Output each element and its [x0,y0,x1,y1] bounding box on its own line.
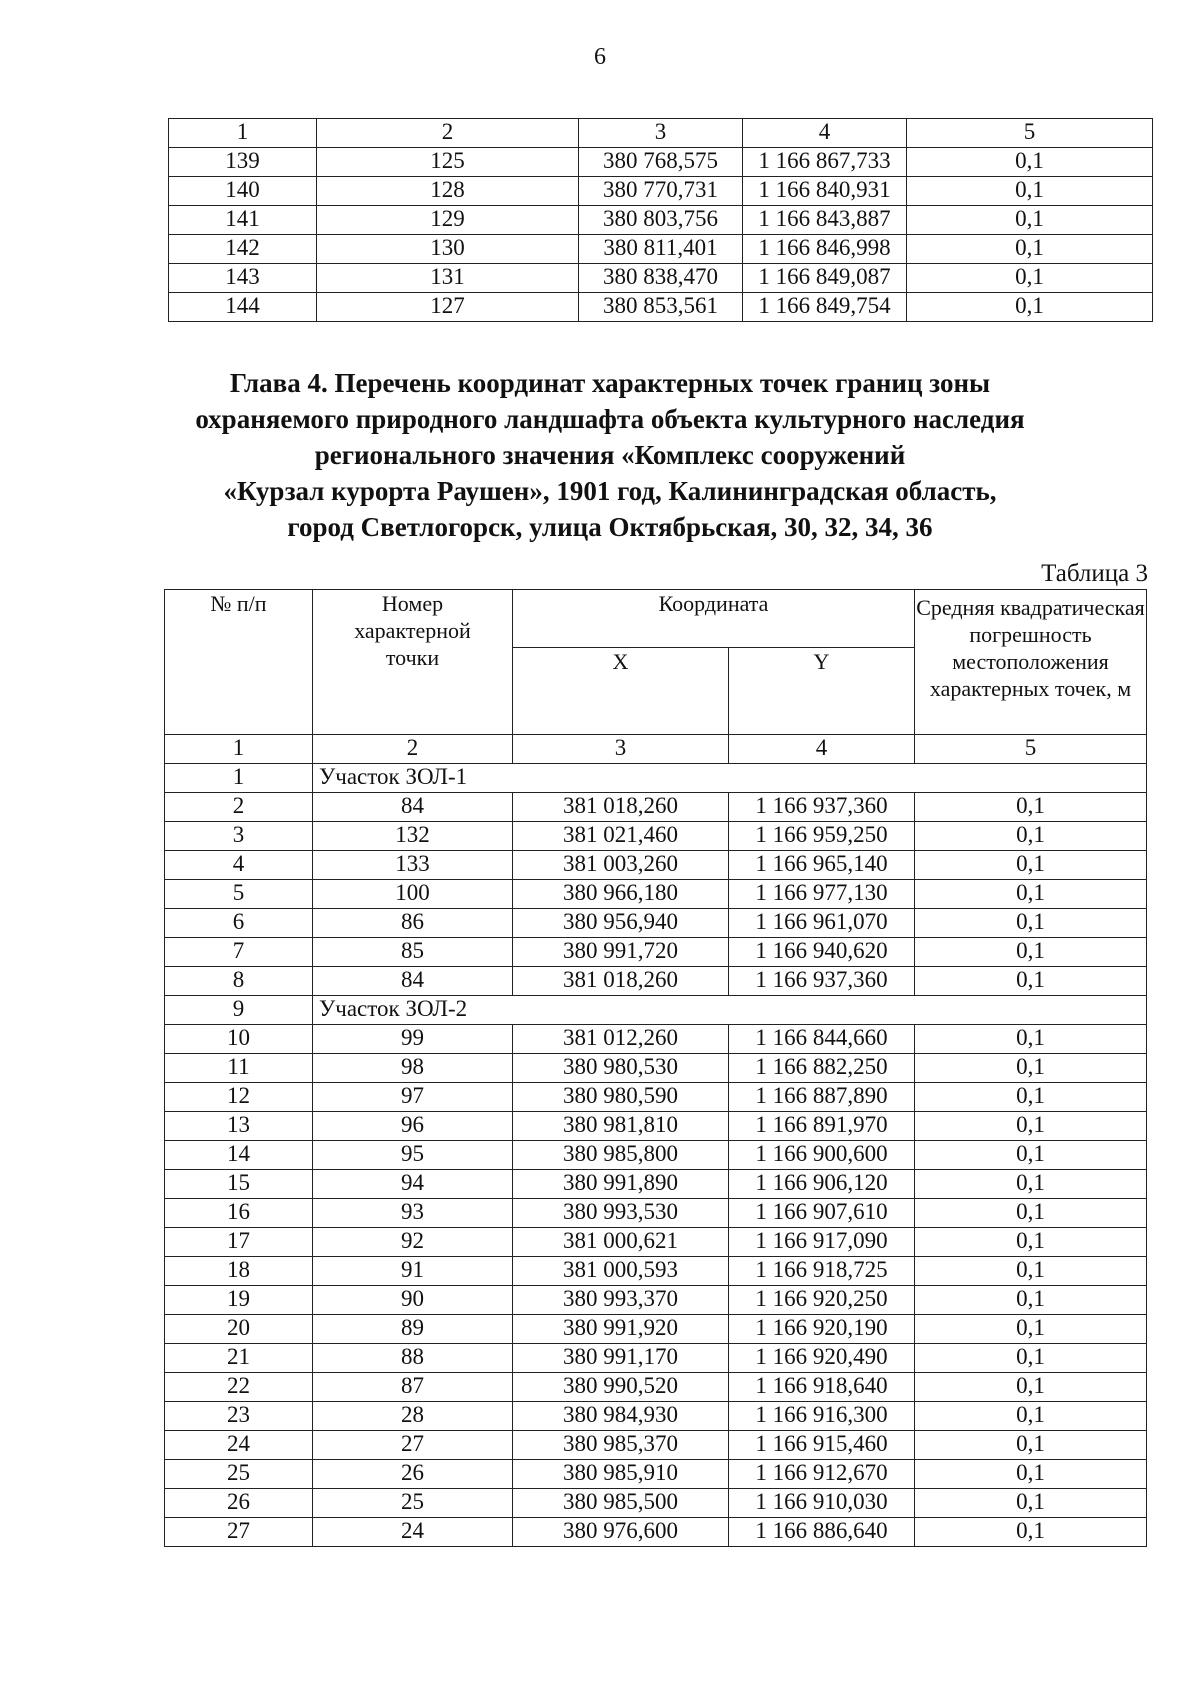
cell-x: 381 012,260 [513,1025,729,1054]
cell-num: 7 [165,938,313,967]
cell-error: 0,1 [915,909,1147,938]
cell-y: 1 166 844,660 [729,1025,915,1054]
cell-error: 0,1 [915,1025,1147,1054]
table-row [165,1054,1147,1083]
table-row [165,1170,1147,1199]
cell-x: 380 993,370 [513,1286,729,1315]
cell-error: 0,1 [907,177,1153,206]
cell-y: 1 166 918,725 [729,1257,915,1286]
cell-error: 0,1 [915,1083,1147,1112]
cell-error: 0,1 [907,293,1153,322]
cell-error: 0,1 [907,235,1153,264]
cell-num: 142 [169,235,317,264]
table-row [165,938,1147,967]
cell-num: 19 [165,1286,313,1315]
column-number-cell: 2 [313,735,513,764]
cell-num: 6 [165,909,313,938]
cell-num: 11 [165,1054,313,1083]
cell-error: 0,1 [915,938,1147,967]
table-row [165,1025,1147,1054]
table-row [165,1518,1147,1547]
column-number-cell: 3 [513,735,729,764]
cell-point: 100 [313,880,513,909]
cell-num: 16 [165,1199,313,1228]
cell-error: 0,1 [907,264,1153,293]
cell-y: 1 166 843,887 [743,206,907,235]
cell-error: 0,1 [915,880,1147,909]
cell-num: 4 [165,851,313,880]
cell-error: 0,1 [915,967,1147,996]
cell-error: 0,1 [915,1402,1147,1431]
column-number-row [169,119,1153,148]
table-row [165,1141,1147,1170]
cell-y: 1 166 849,087 [743,264,907,293]
cell-error: 0,1 [915,1141,1147,1170]
table-row [165,1489,1147,1518]
cell-num: 26 [165,1489,313,1518]
cell-num: 21 [165,1344,313,1373]
heading-line: «Курзал курорта Раушен», 1901 год, Калининградская область, [223,476,997,506]
table-row [165,1199,1147,1228]
cell-point: 87 [313,1373,513,1402]
cell-error: 0,1 [907,206,1153,235]
cell-x: 380 991,920 [513,1315,729,1344]
cell-x: 381 018,260 [513,967,729,996]
column-number-row [165,735,1147,764]
table-row [169,293,1153,322]
cell-x: 380 980,530 [513,1054,729,1083]
cell-point: 128 [317,177,579,206]
cell-num: 22 [165,1373,313,1402]
table-row [169,177,1153,206]
table-row [165,1431,1147,1460]
column-number-cell: 1 [169,119,317,148]
cell-error: 0,1 [915,1315,1147,1344]
cell-error: 0,1 [915,1518,1147,1547]
cell-y: 1 166 917,090 [729,1228,915,1257]
cell-error: 0,1 [907,148,1153,177]
header-x: X [513,648,729,735]
cell-error: 0,1 [915,1489,1147,1518]
cell-point: 25 [313,1489,513,1518]
cell-y: 1 166 887,890 [729,1083,915,1112]
table-row [165,851,1147,880]
cell-y: 1 166 886,640 [729,1518,915,1547]
header-y: Y [729,648,915,735]
cell-point: 130 [317,235,579,264]
cell-x: 380 990,520 [513,1373,729,1402]
cell-error: 0,1 [915,1199,1147,1228]
header-num: № п/п [165,590,313,735]
cell-num: 17 [165,1228,313,1257]
cell-point: 129 [317,206,579,235]
column-number-cell: 2 [317,119,579,148]
cell-point: 90 [313,1286,513,1315]
cell-x: 380 980,590 [513,1083,729,1112]
coordinates-table [164,589,1147,1547]
cell-point: 88 [313,1344,513,1373]
section-row [165,996,1147,1025]
table-row [165,1373,1147,1402]
cell-point: 27 [313,1431,513,1460]
cell-num: 20 [165,1315,313,1344]
continued-coordinates-table [168,118,1153,322]
cell-point: 97 [313,1083,513,1112]
cell-y: 1 166 920,190 [729,1315,915,1344]
column-number-cell: 4 [743,119,907,148]
cell-point: 99 [313,1025,513,1054]
table-row [165,1315,1147,1344]
cell-point: 93 [313,1199,513,1228]
cell-num: 9 [165,996,313,1025]
cell-point: 131 [317,264,579,293]
cell-x: 380 985,370 [513,1431,729,1460]
cell-y: 1 166 846,998 [743,235,907,264]
table-row [165,1257,1147,1286]
cell-x: 380 803,756 [579,206,743,235]
cell-error: 0,1 [915,1170,1147,1199]
cell-x: 380 993,530 [513,1199,729,1228]
column-number-cell: 4 [729,735,915,764]
cell-y: 1 166 918,640 [729,1373,915,1402]
table-row [165,1228,1147,1257]
cell-num: 18 [165,1257,313,1286]
cell-x: 380 991,720 [513,938,729,967]
cell-x: 380 981,810 [513,1112,729,1141]
cell-x: 381 021,460 [513,822,729,851]
cell-y: 1 166 959,250 [729,822,915,851]
cell-error: 0,1 [915,793,1147,822]
cell-y: 1 166 916,300 [729,1402,915,1431]
cell-point: 85 [313,938,513,967]
cell-error: 0,1 [915,1257,1147,1286]
cell-point: 125 [317,148,579,177]
cell-num: 25 [165,1460,313,1489]
cell-num: 141 [169,206,317,235]
table-row [165,793,1147,822]
table-caption: Таблица 3 [1041,560,1148,587]
cell-point: 94 [313,1170,513,1199]
cell-y: 1 166 920,490 [729,1344,915,1373]
cell-point: 89 [313,1315,513,1344]
cell-y: 1 166 840,931 [743,177,907,206]
cell-y: 1 166 965,140 [729,851,915,880]
cell-point: 26 [313,1460,513,1489]
table-row [165,1112,1147,1141]
table-row [169,206,1153,235]
cell-num: 12 [165,1083,313,1112]
section-label: Участок ЗОЛ-2 [313,996,1147,1025]
cell-x: 381 003,260 [513,851,729,880]
cell-y: 1 166 906,120 [729,1170,915,1199]
table-row [165,909,1147,938]
cell-num: 13 [165,1112,313,1141]
cell-y: 1 166 920,250 [729,1286,915,1315]
cell-x: 380 984,930 [513,1402,729,1431]
cell-error: 0,1 [915,1228,1147,1257]
cell-x: 380 985,500 [513,1489,729,1518]
cell-point: 24 [313,1518,513,1547]
cell-error: 0,1 [915,1373,1147,1402]
cell-point: 92 [313,1228,513,1257]
cell-point: 96 [313,1112,513,1141]
cell-point: 132 [313,822,513,851]
cell-x: 380 956,940 [513,909,729,938]
cell-num: 139 [169,148,317,177]
cell-y: 1 166 912,670 [729,1460,915,1489]
cell-point: 133 [313,851,513,880]
cell-num: 14 [165,1141,313,1170]
cell-point: 98 [313,1054,513,1083]
section-label: Участок ЗОЛ-1 [313,764,1147,793]
cell-x: 381 018,260 [513,793,729,822]
cell-y: 1 166 907,610 [729,1199,915,1228]
cell-num: 144 [169,293,317,322]
cell-x: 380 838,470 [579,264,743,293]
cell-x: 380 768,575 [579,148,743,177]
cell-num: 8 [165,967,313,996]
heading-line: регионального значения «Комплекс сооружений [314,440,906,470]
cell-x: 380 985,910 [513,1460,729,1489]
cell-num: 143 [169,264,317,293]
cell-num: 23 [165,1402,313,1431]
table-row [169,264,1153,293]
cell-x: 380 985,800 [513,1141,729,1170]
cell-y: 1 166 937,360 [729,793,915,822]
cell-error: 0,1 [915,1460,1147,1489]
cell-y: 1 166 891,970 [729,1112,915,1141]
cell-num: 1 [165,764,313,793]
column-number-cell: 3 [579,119,743,148]
cell-x: 380 770,731 [579,177,743,206]
cell-num: 3 [165,822,313,851]
column-number-cell: 5 [915,735,1147,764]
header-point: Номер характерной точки [313,590,513,735]
cell-x: 380 976,600 [513,1518,729,1547]
cell-error: 0,1 [915,1112,1147,1141]
table-row [169,235,1153,264]
section-row [165,764,1147,793]
heading-line: город Светлогорск, улица Октябрьская, 30, 32, 34, 36 [287,512,933,542]
cell-error: 0,1 [915,851,1147,880]
cell-y: 1 166 900,600 [729,1141,915,1170]
table-row [165,1402,1147,1431]
cell-point: 127 [317,293,579,322]
cell-error: 0,1 [915,1431,1147,1460]
heading-line: охраняемого природного ландшафта объекта культурного наследия [195,404,1025,434]
table-row [169,148,1153,177]
cell-y: 1 166 882,250 [729,1054,915,1083]
cell-y: 1 166 915,460 [729,1431,915,1460]
cell-point: 95 [313,1141,513,1170]
cell-error: 0,1 [915,1286,1147,1315]
cell-y: 1 166 910,030 [729,1489,915,1518]
cell-x: 381 000,593 [513,1257,729,1286]
cell-error: 0,1 [915,1344,1147,1373]
cell-error: 0,1 [915,1054,1147,1083]
cell-x: 380 991,170 [513,1344,729,1373]
cell-error: 0,1 [915,822,1147,851]
table-row [165,1083,1147,1112]
table-row [165,1460,1147,1489]
header-coordinate: Координата [513,590,915,648]
table-row [165,880,1147,909]
table-row [165,1344,1147,1373]
page-number: 6 [594,44,606,70]
cell-point: 86 [313,909,513,938]
cell-y: 1 166 849,754 [743,293,907,322]
cell-num: 2 [165,793,313,822]
cell-num: 5 [165,880,313,909]
cell-point: 28 [313,1402,513,1431]
table-row [165,1286,1147,1315]
cell-point: 91 [313,1257,513,1286]
chapter-heading [180,365,1040,545]
table-row [165,822,1147,851]
cell-y: 1 166 977,130 [729,880,915,909]
cell-y: 1 166 940,620 [729,938,915,967]
cell-num: 140 [169,177,317,206]
cell-num: 10 [165,1025,313,1054]
column-number-cell: 5 [907,119,1153,148]
cell-y: 1 166 867,733 [743,148,907,177]
cell-y: 1 166 961,070 [729,909,915,938]
table-row [165,967,1147,996]
cell-point: 84 [313,967,513,996]
heading-line: Глава 4. Перечень координат характерных точек границ зоны [229,368,991,398]
cell-x: 380 966,180 [513,880,729,909]
cell-num: 24 [165,1431,313,1460]
cell-point: 84 [313,793,513,822]
cell-num: 15 [165,1170,313,1199]
cell-x: 380 991,890 [513,1170,729,1199]
header-error: Средняя квадратическая погрешность местоположения характерных точек, м [915,590,1147,735]
cell-x: 380 811,401 [579,235,743,264]
cell-num: 27 [165,1518,313,1547]
cell-y: 1 166 937,360 [729,967,915,996]
cell-x: 380 853,561 [579,293,743,322]
column-number-cell: 1 [165,735,313,764]
cell-x: 381 000,621 [513,1228,729,1257]
